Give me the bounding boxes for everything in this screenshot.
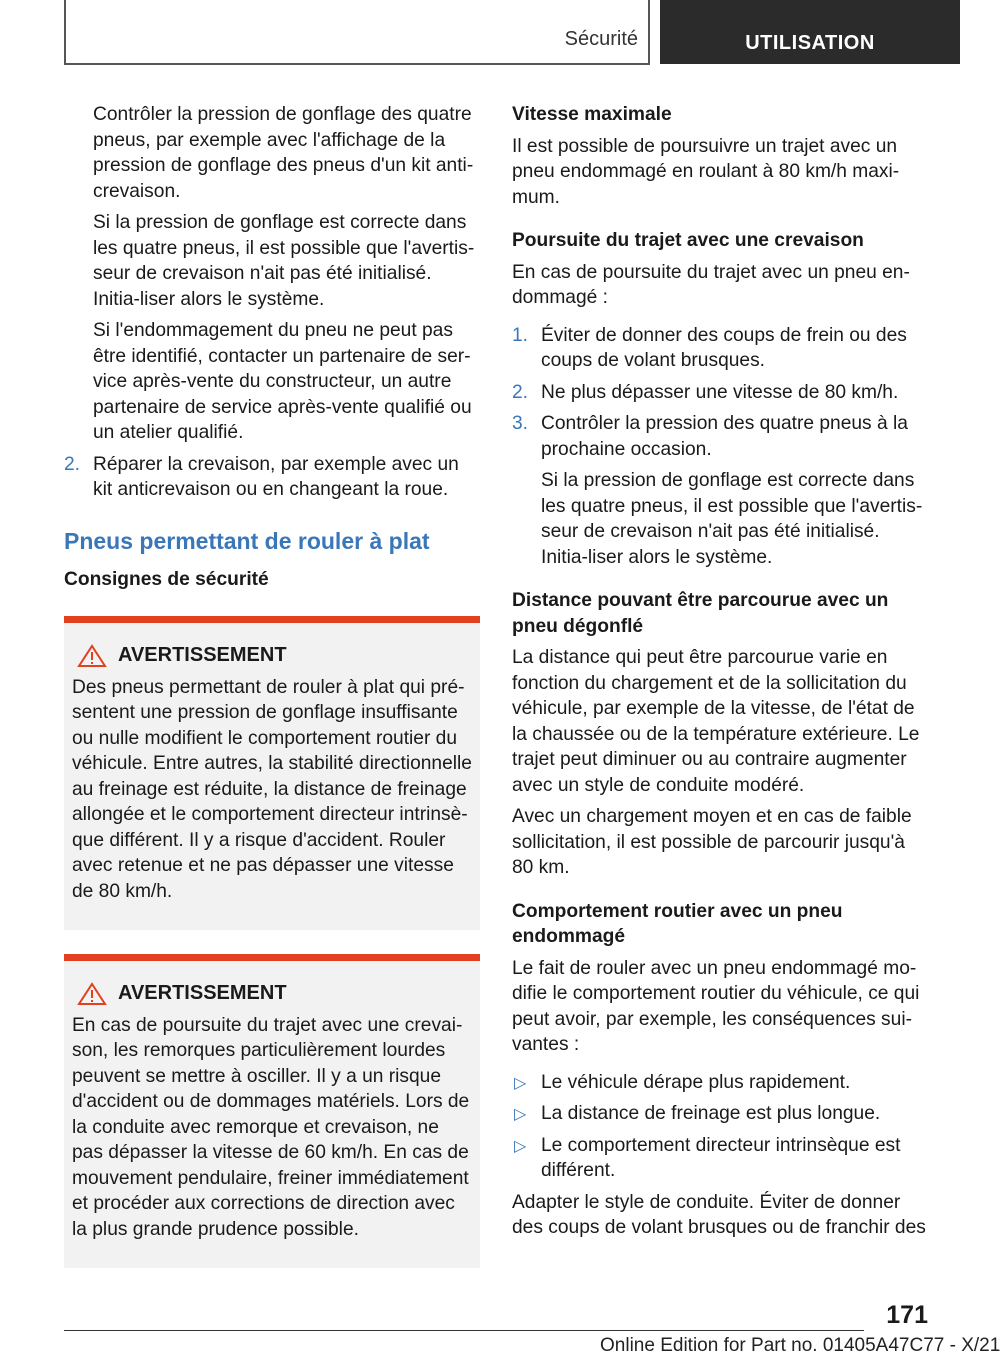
item-number: 1. <box>512 324 529 346</box>
warning-box <box>64 616 480 930</box>
item-text: Le véhicule dérape plus rapidement. <box>541 1071 851 1093</box>
sub-heading: Distance pouvant être parcourue avec un pneu dégonflé <box>512 590 889 637</box>
item-text: Réparer la crevaison, par exemple avec un kit anticrevaison ou en changeant la roue. <box>93 453 459 500</box>
paragraph: Adapter le style de conduite. Éviter de donner des coups de volant brusques ou de franchir des <box>512 1191 926 1238</box>
item-text: Ne plus dépasser une vitesse de 80 km/h. <box>541 381 899 403</box>
numbered-item <box>512 323 928 374</box>
warning-box <box>64 954 480 1268</box>
header-rule-bottom <box>64 63 650 65</box>
paragraph: Si l'endommagement du pneu ne peut pas être identifié, contacter un partenaire de ser-vice après-vente du constructeur, un autre partenaire de service après-vente qualifié ou un atelier qualifié. <box>93 320 472 443</box>
paragraph: Avec un chargement moyen et en cas de faible sollicitation, il est possible de parcourir jusqu'à 80 km. <box>512 806 912 878</box>
item-number: 2. <box>512 381 529 403</box>
item-number: 3. <box>512 413 529 434</box>
header-chapter: UTILISATION <box>660 0 960 64</box>
paragraph: En cas de poursuite du trajet avec un pneu en-dommagé : <box>512 261 910 308</box>
sub-heading: Vitesse maximale <box>512 104 672 125</box>
bullet-item <box>512 1133 928 1184</box>
left-column <box>64 102 480 1268</box>
page-number: 171 <box>886 1301 928 1329</box>
paragraph: Si la pression de gonflage est correcte dans les quatre pneus, il est possible que l'avertis-seur de crevaison n'ait pas été initialisé. Initia-liser alors le système. <box>93 212 475 310</box>
numbered-item <box>64 452 480 503</box>
paragraph: Contrôler la pression de gonflage des quatre pneus, par exemple avec l'affichage de la pression de gonflage des pneus d'un kit anti-crevaison. <box>93 104 474 202</box>
warning-title <box>72 981 472 1007</box>
footer-rule <box>64 1330 864 1331</box>
section-heading: Pneus permettant de rouler à plat <box>64 527 430 554</box>
triangle-bullet-icon: ▷ <box>514 1074 527 1092</box>
header-rule-left <box>64 0 66 64</box>
warning-title-text: AVERTISSEMENT <box>118 644 287 666</box>
triangle-bullet-icon: ▷ <box>514 1137 527 1155</box>
sub-heading: Poursuite du trajet avec une crevaison <box>512 230 864 251</box>
sub-heading: Comportement routier avec un pneu endommagé <box>512 900 843 947</box>
item-text: Éviter de donner des coups de frein ou des coups de volant brusques. <box>541 324 907 371</box>
warning-text: Des pneus permettant de rouler à plat qui pré-sentent une pression de gonflage insuffisante ou nulle modifient le comportement routier du véhicule. Entre autres, la stabilité directionnelle au freinage est réduite, la distance de freinage allongée et le comportement directeur intrinsè-que différent. Il y a risque d'accident. Rouler avec retenue et ne pas dépasser une vitesse de 80 km/h. <box>72 676 472 902</box>
header-rule-mid <box>648 0 650 64</box>
warning-text: En cas de poursuite du trajet avec une crevai-son, les remorques particulièrement lourdes peuvent se mettre à osciller. Il y a un risque d'accident ou de dommages matériels. Lors de la conduite avec remorque et crevaison, ne pas dépasser la vitesse de 60 km/h. En cas de mouvement pendulaire, freiner immédiatement et procéder aux corrections de direction avec la plus grande prudence possible. <box>72 1014 470 1240</box>
triangle-bullet-icon: ▷ <box>514 1106 527 1123</box>
warning-triangle-icon <box>72 644 112 668</box>
bullet-item <box>512 1070 928 1096</box>
numbered-item <box>512 380 928 406</box>
header-section: Sécurité <box>564 28 638 50</box>
numbered-item <box>512 411 928 462</box>
paragraph: La distance qui peut être parcourue varie en fonction du chargement et de la sollicitation du véhicule, par exemple de la vitesse, de l'état de la chaussée ou de la température extérieure. Le trajet peut diminuer ou au contraire augmenter avec un style de conduite modéré. <box>512 647 920 796</box>
paragraph: Il est possible de poursuivre un trajet avec un pneu endommagé en roulant à 80 km/h maxi-mum. <box>512 135 900 208</box>
warning-title <box>72 643 472 669</box>
bullet-item <box>512 1101 928 1127</box>
paragraph: Le fait de rouler avec un pneu endommagé mo-difie le comportement routier du véhicule, ce qui peut avoir, par exemple, les conséquences sui-vantes : <box>512 957 920 1055</box>
right-column <box>512 102 928 1247</box>
warning-triangle-icon <box>72 982 112 1006</box>
item-text: Contrôler la pression des quatre pneus à la prochaine occasion. <box>541 413 908 460</box>
item-text: Le comportement directeur intrinsèque est différent. <box>541 1134 901 1181</box>
paragraph: Si la pression de gonflage est correcte dans les quatre pneus, il est possible que l'avertis-seur de crevaison n'ait pas été initialisé. Initia-liser alors le système. <box>541 470 923 568</box>
item-text: La distance de freinage est plus longue. <box>541 1103 881 1124</box>
footer-edition: Online Edition for Part no. 01405A47C77 - X/21 <box>600 1335 1000 1356</box>
item-number: 2. <box>64 453 81 475</box>
sub-heading: Consignes de sécurité <box>64 568 269 590</box>
warning-title-text: AVERTISSEMENT <box>118 982 287 1004</box>
